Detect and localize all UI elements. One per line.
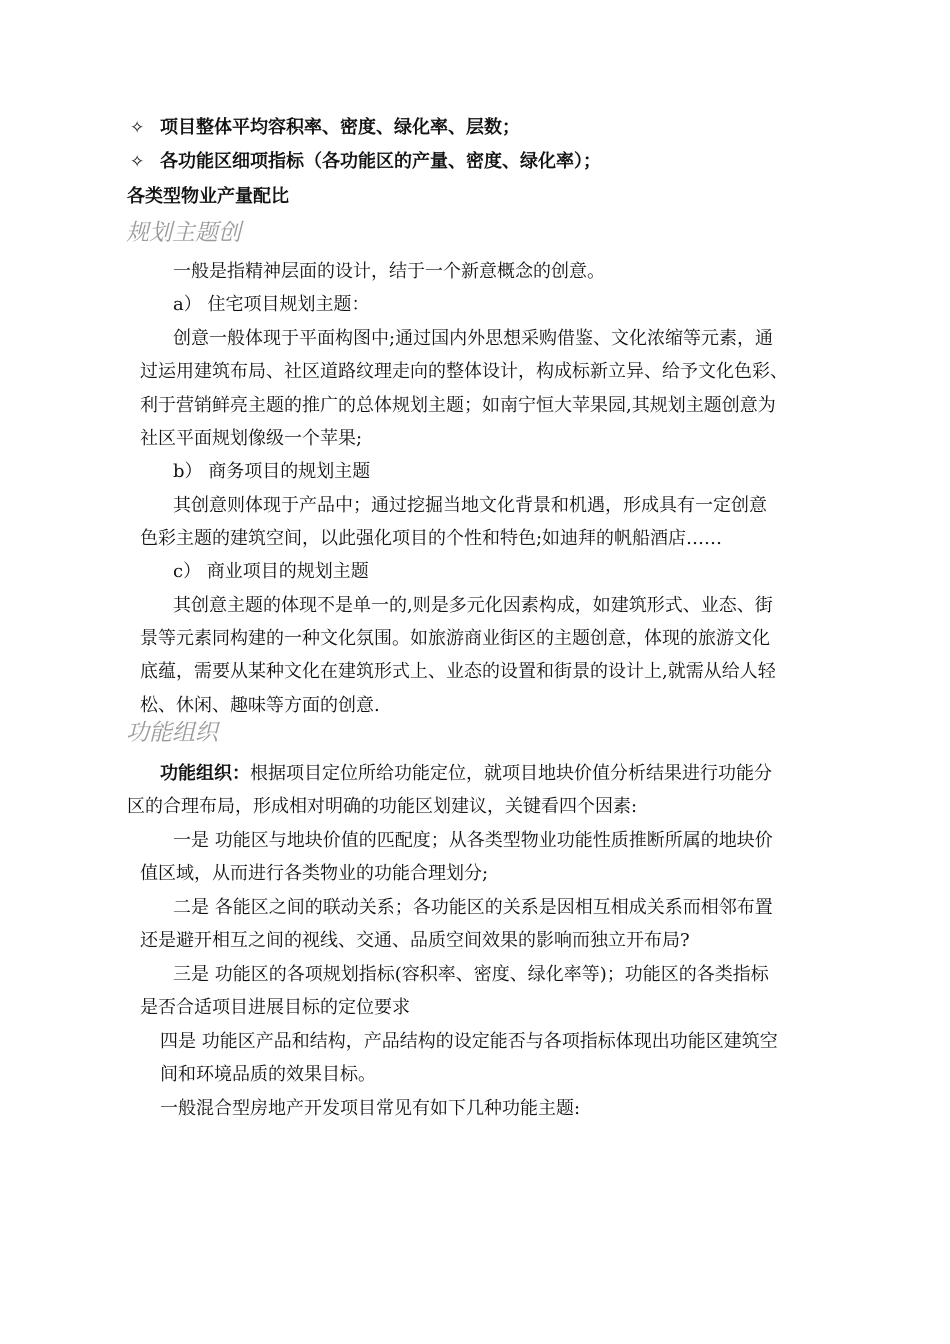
paragraph-line: 间和环境品质的效果目标。: [160, 1064, 376, 1085]
section-heading: 规划主题创: [126, 220, 241, 246]
list-label: a） 住宅项目规划主题：: [173, 294, 370, 315]
paragraph-line: 值区域，从而进行各类物业的功能合理划分;: [140, 863, 489, 884]
paragraph-line: 社区平面规划像级一个苹果;: [140, 428, 363, 449]
lead-label: 功能组织：: [160, 763, 250, 784]
paragraph-line: 四是 功能区产品和结构，产品结构的设定能否与各项指标体现出功能区建筑空: [160, 1031, 778, 1052]
paragraph-line: 是否合适项目进展目标的定位要求: [140, 997, 410, 1018]
bullet-item: [130, 150, 601, 174]
bullet-text: 项目整体平均容积率、密度、绿化率、层数；: [160, 117, 520, 138]
paragraph-line: 区的合理布局，形成相对明确的功能区划建议，关键看四个因素:: [127, 796, 638, 817]
list-label: b） 商务项目的规划主题: [173, 461, 371, 482]
paragraph-line: 二是 各能区之间的联动关系；各功能区的关系是因相互相成关系而相邻布置: [173, 897, 773, 918]
paragraph-line: 创意一般体现于平面构图中;通过国内外思想采购借鉴、文化浓缩等元素，通: [173, 328, 774, 349]
bold-line: 各类型物业产量配比: [127, 186, 289, 207]
paragraph-line: 一是 功能区与地块价值的匹配度；从各类型物业功能性质推断所属的地块价: [173, 830, 773, 851]
paragraph-line: 一般混合型房地产开发项目常见有如下几种功能主题:: [160, 1098, 581, 1119]
section-heading: 功能组织: [126, 720, 218, 746]
paragraph-line: 其创意则体现于产品中；通过挖掘当地文化背景和机遇，形成具有一定创意: [173, 495, 767, 516]
paragraph-line: 松、休闲、趣味等方面的创意.: [140, 695, 380, 716]
bullet-text: 各功能区细项指标（各功能区的产量、密度、绿化率）；: [160, 151, 601, 172]
paragraph-line: 还是避开相互之间的视线、交通、品质空间效果的影响而独立开布局?: [140, 930, 690, 951]
list-label: c） 商业项目的规划主题: [173, 561, 369, 582]
paragraph-line: 其创意主题的体现不是单一的,则是多元化因素构成，如建筑形式、业态、街: [173, 595, 773, 616]
paragraph-line: 底蕴，需要从某种文化在建筑形式上、业态的设置和街景的设计上,就需从给人轻: [140, 661, 776, 682]
diamond-star-icon: ✧: [130, 118, 145, 138]
paragraph-line: 利于营销鲜亮主题的推广的总体规划主题；如南宁恒大苹果园,其规划主题创意为: [140, 395, 776, 416]
paragraph-line: 三是 功能区的各项规划指标(容积率、密度、绿化率等)；功能区的各类指标: [173, 964, 769, 985]
paragraph-line: 过运用建筑布局、社区道路纹理走向的整体设计，构成标新立异、给予文化色彩、: [140, 361, 788, 382]
paragraph-line: [160, 762, 772, 786]
lead-text: 根据项目定位所给功能定位，就项目地块价值分析结果进行功能分: [250, 763, 772, 784]
bullet-item: [130, 116, 520, 140]
paragraph-line: 色彩主题的建筑空间，以此强化项目的个性和特色;如迪拜的帆船酒店……: [140, 528, 723, 549]
paragraph-line: 一般是指精神层面的设计，结于一个新意概念的创意。: [173, 261, 605, 282]
diamond-star-icon: ✧: [130, 152, 145, 172]
paragraph-line: 景等元素同构建的一种文化氛围。如旅游商业街区的主题创意，体现的旅游文化: [140, 628, 770, 649]
